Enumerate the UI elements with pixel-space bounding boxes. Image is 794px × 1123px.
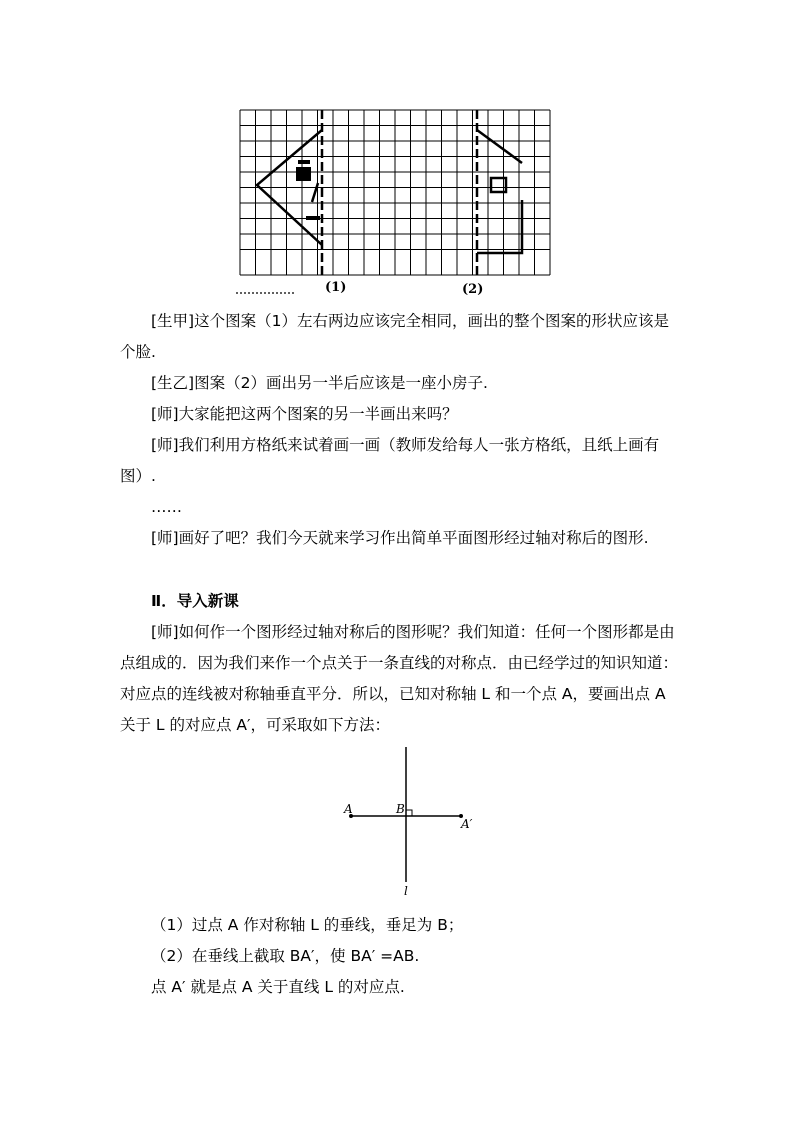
point-b-label: B (396, 802, 405, 816)
right-angle-mark (406, 810, 412, 816)
symmetry-figure (336, 745, 486, 900)
face-eye (296, 167, 311, 181)
paragraph-ellipsis: …… (151, 498, 182, 516)
paragraph-student-a: [生甲]这个图案（1）左右两边应该完全相同，画出的整个图案的形状应该是个脸. (120, 312, 669, 361)
figure-label-1: (1) (325, 280, 347, 295)
paragraph-teacher-3: [师]画好了吧？我们今天就来学习作出简单平面图形经过轴对称后的图形. (151, 529, 649, 547)
step-1: （1）过点 A 作对称轴 L 的垂线，垂足为 B； (151, 916, 464, 934)
conclusion: 点 A′ 就是点 A 关于直线 L 的对应点. (151, 978, 405, 996)
axis-l-label: l (404, 884, 408, 898)
point-a-prime-label: A′ (461, 817, 473, 831)
grid-figure (232, 105, 562, 300)
figure-label-2: (2) (462, 282, 484, 297)
paragraph-teacher-1: [师]大家能把这两个图案的另一半画出来吗？ (151, 405, 458, 423)
step-2: （2）在垂线上截取 BA′，使 BA′ =AB. (151, 947, 420, 965)
paragraph-teacher-4: [师]如何作一个图形经过轴对称后的图形呢？我们知道：任何一个图形都是由点组成的．因为我们来作一个点关于一条直线的对称点．由已经学过的知识知道： 对应点的连线被对称轴垂直平分．所以，已知对称轴 L 和一个点 A，要画出点 A 关于 L 的对应点 A′，可采取如下方法： (120, 623, 679, 734)
face-brow (298, 160, 310, 164)
point-a-label: A (344, 802, 353, 816)
roof-line (477, 130, 522, 163)
house-wall (477, 200, 522, 253)
paragraph-student-b: [生乙]图案（2）画出另一半后应该是一座小房子. (151, 374, 488, 392)
paragraph-teacher-2: [师]我们利用方格纸来试着画一画（教师发给每人一张方格纸，且纸上画有图）. (120, 436, 660, 485)
section-heading: Ⅱ．导入新课 (151, 592, 239, 610)
